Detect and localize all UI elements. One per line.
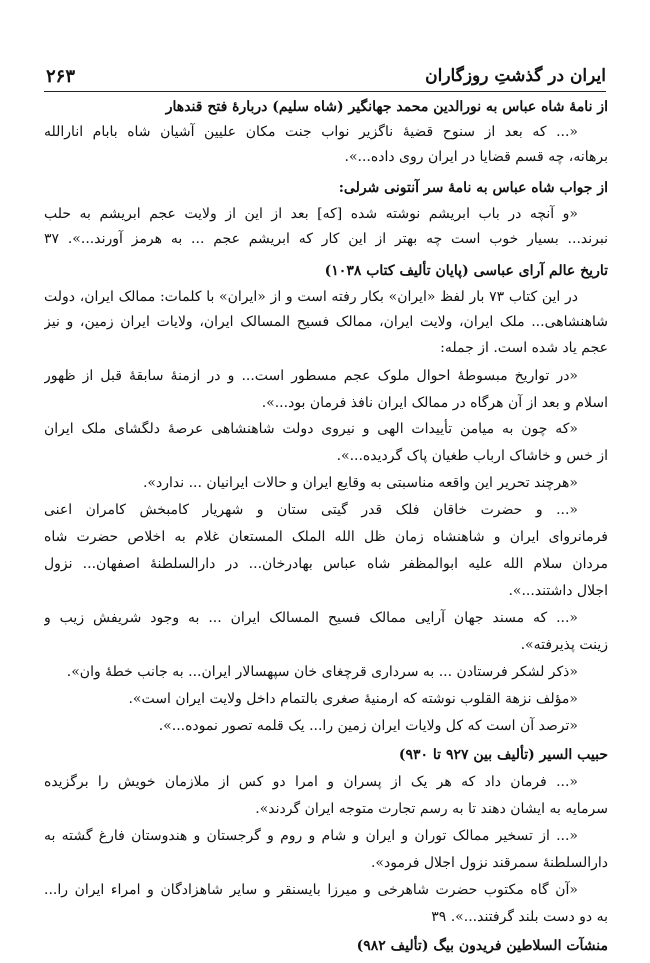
- paragraph-line: در این کتاب ۷۳ بار لفظ «ایران» بکار رفته است و از «ایران» با کلمات: ممالک ایران، دولت: [44, 289, 578, 305]
- page-number: ۲۶۳: [46, 66, 76, 87]
- paragraph-line: عجم یاد شده است. از جمله:: [440, 340, 608, 356]
- section-heading: منشآت السلاطین فریدون بیگ (تألیف ۹۸۲): [356, 938, 608, 954]
- quote-line: فرمانروای ایران و شاهنشاه زمان ظل الله الملک المستعان غلام به اخلاص حضرت شاه: [44, 529, 608, 545]
- quote-line: «آن گاه مکتوب حضرت شاهرخی و میرزا بایسنقر و سایر شاهزادگان و امراء ایران را...: [44, 882, 578, 898]
- quote-line: مردان سلام الله علیه ابوالمظفر شاه عباس بهادرخان... در دارالسلطنهٔ اصفهان... نزول: [44, 556, 608, 572]
- quote-line: «... که بعد از سنوح قضیهٔ ناگزیر نواب جنت مکان علیین آشیان شاه بابام انارالله: [44, 124, 578, 140]
- quote-line: «هرچند تحریر این واقعه مناسبتی به وقایع ایران و حالات ایرانیان ... ندارد».: [142, 475, 578, 491]
- quote-line: «... که مسند جهان آرایی ممالک فسیح المسالک ایران ... به وجود شریفش زیب و: [44, 610, 578, 626]
- header-divider: [44, 91, 606, 92]
- quote-line: اجلال داشتند...».: [508, 583, 608, 599]
- quote-line: «... از تسخیر ممالک توران و ایران و شام و روم و گرجستان و هندوستان فارغ گشته به: [44, 828, 578, 844]
- paragraph-line: شاهنشاهی... ملک ایران، ولایت ایران، ممالک فسیح المسالک ایران، ولایات ایران زمین، و نیز: [44, 314, 608, 330]
- quote-line: نبرند... بسیار خوب است چه بهتر از این کار که ابریشم عجم ... به هرمز آورند...». ۳۷: [44, 231, 608, 247]
- quote-line: به دو دست بلند گرفتند...». ۳۹: [431, 909, 608, 925]
- section-heading: حبیب السیر (تألیف بین ۹۲۷ تا ۹۳۰): [398, 747, 608, 763]
- quote-line: «مؤلف نزهة القلوب نوشته که ارمنیهٔ صغری بالتمام داخل ولایت ایران است».: [128, 691, 578, 707]
- running-title: ایران در گذشتِ روزگاران: [425, 66, 606, 86]
- quote-line: دارالسلطنهٔ سمرقند نزول اجلال فرمود».: [370, 855, 608, 871]
- quote-line: اسلام و بعد از آن هرگاه در ممالک ایران نافذ فرمان بود...».: [261, 395, 608, 411]
- quote-line: «... فرمان داد که هر یک از پسران و امرا دو کس از ملازمان خویش را برگزیده: [44, 774, 578, 790]
- quote-line: «و آنچه در باب ابریشم نوشته شده [که] بعد از این از ولایت عجم ابریشم به حلب: [44, 206, 578, 222]
- quote-line: «ذکر لشکر فرستادن ... به سرداری قرچغای خان سپهسالار ایران... به جانب خطهٔ وان».: [66, 664, 578, 680]
- quote-line: سرمایه به ایشان دهند تا به رسم تجارت متوجه ایران گردند».: [255, 801, 608, 817]
- section-heading: از جواب شاه عباس به نامهٔ سر آنتونی شرلی:: [338, 180, 608, 196]
- quote-line: زینت پذیرفته».: [520, 637, 608, 653]
- quote-line: «ترصد آن است که کل ولایات ایران زمین را... یک قلمه تصور نموده...».: [158, 718, 578, 734]
- quote-line: از خس و خاشاک ارباب طغیان پاک گردیده...».: [336, 448, 608, 464]
- quote-line: برهانه، چه قسم قضایا در ایران روی داده...».: [344, 149, 608, 165]
- quote-line: «در تواریخ مبسوطهٔ احوال ملوک عجم مسطور است... و در ازمنهٔ سابقهٔ قبل از ظهور: [44, 368, 578, 384]
- quote-line: «که چون به میامن تأییدات الهی و نیروی دولت شاهنشاهی عرصهٔ دلگشای ملک ایران: [44, 421, 578, 437]
- quote-line: «... و حضرت خاقان فلک قدر گیتی ستان و شهریار کامبخش کامران اعنی: [44, 502, 578, 518]
- section-heading: از نامهٔ شاه عباس به نورالدین محمد جهانگیر (شاه سلیم) دربارهٔ فتح قندهار: [165, 99, 608, 115]
- section-heading: تاریخ عالم آرای عباسی (پایان تألیف کتاب ۱۰۳۸): [324, 263, 608, 279]
